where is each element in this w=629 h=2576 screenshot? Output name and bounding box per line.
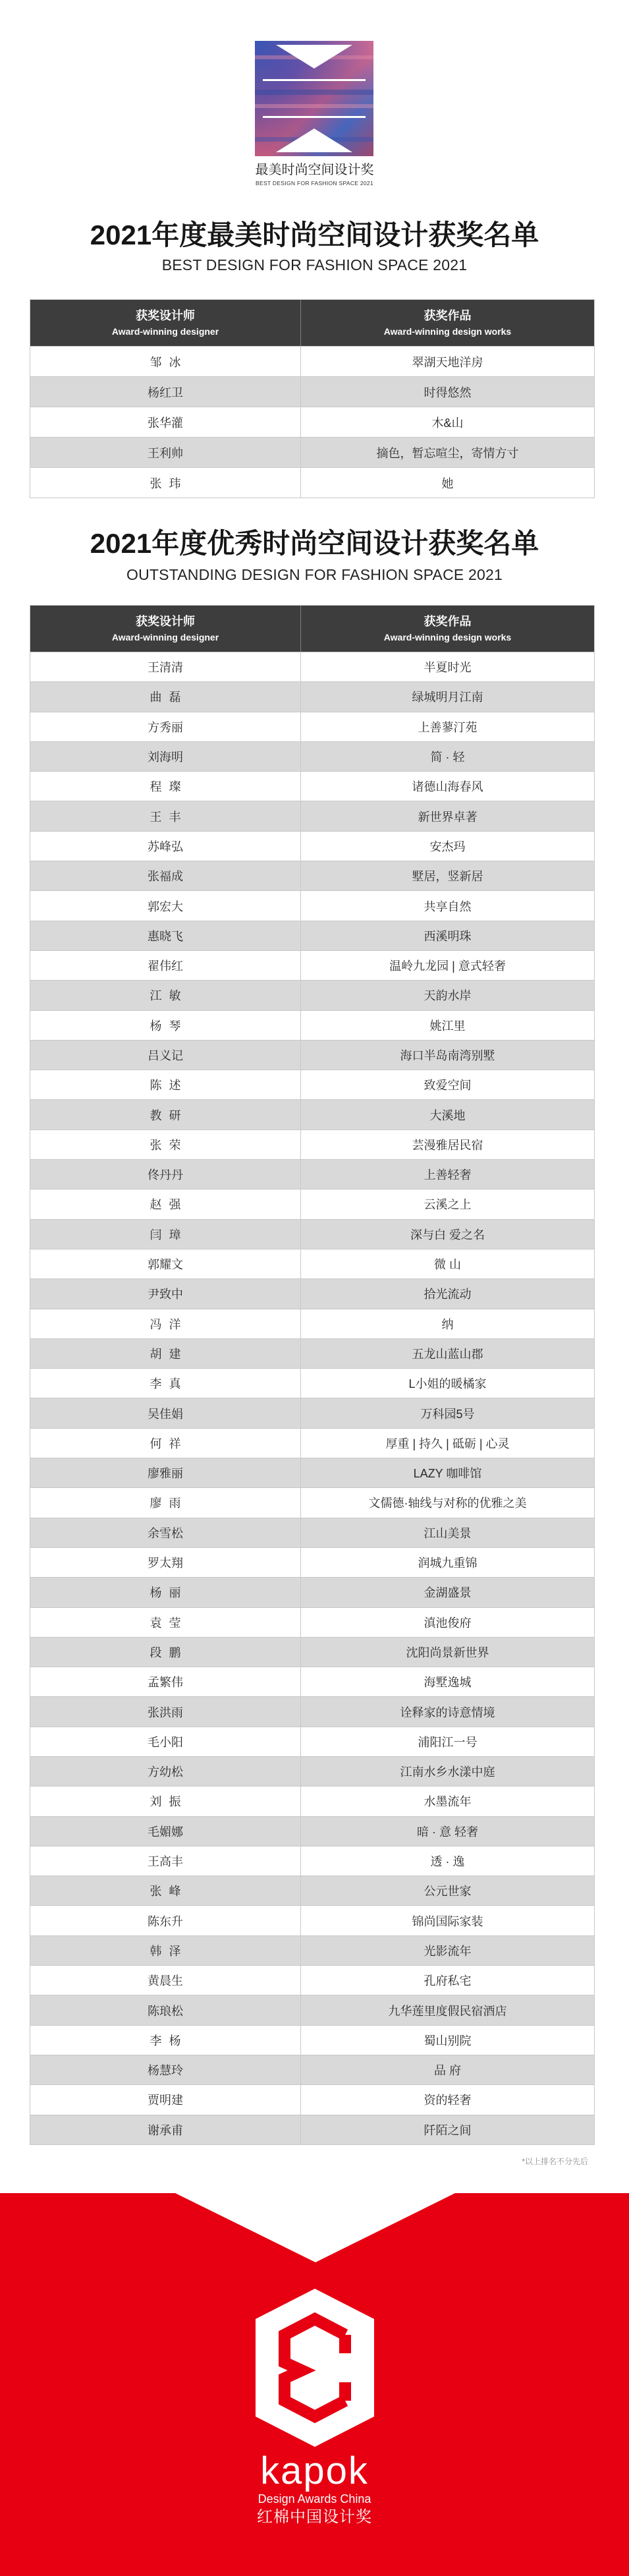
table-row bbox=[30, 1070, 594, 1099]
design-work-cell: 西溪明珠 bbox=[424, 929, 472, 943]
design-work-cell: 江山美景 bbox=[424, 1526, 472, 1540]
section2-title: 2021年度优秀时尚空间设计获奖名单 bbox=[90, 528, 539, 559]
designer-name-cell: 韩 泽 bbox=[30, 1936, 301, 1965]
design-work-cell: 资的轻奢 bbox=[424, 2094, 472, 2107]
designer-name-cell: 廖 雨 bbox=[30, 1488, 301, 1517]
designer-name-cell: 方秀丽 bbox=[30, 712, 301, 741]
table-row bbox=[30, 1667, 594, 1696]
designer-name-cell: 王利帅 bbox=[30, 438, 301, 467]
table-row bbox=[30, 1965, 594, 1995]
designer-name-cell: 余雪松 bbox=[30, 1518, 301, 1547]
designer-name-cell: 张华灌 bbox=[30, 407, 301, 437]
design-work-cell: 暗 · 意 轻奢 bbox=[417, 1825, 478, 1839]
design-work-cell: 新世界卓著 bbox=[418, 810, 478, 824]
designer-name-cell: 王清清 bbox=[30, 652, 301, 681]
designer-name-cell: 贾明建 bbox=[30, 2085, 301, 2114]
table-row bbox=[30, 831, 594, 861]
design-work-cell: 半夏时光 bbox=[424, 661, 472, 675]
section2-subtitle: OUTSTANDING DESIGN FOR FASHION SPACE 2021 bbox=[126, 566, 503, 583]
table-row bbox=[30, 1816, 594, 1846]
brand-tagline-cn: 红棉中国设计奖 bbox=[257, 2508, 372, 2526]
brand-tagline-en: Design Awards China bbox=[258, 2492, 371, 2505]
table-row bbox=[30, 890, 594, 920]
table-row bbox=[30, 1607, 594, 1637]
designer-name-cell: 郭宏大 bbox=[30, 891, 301, 920]
design-work-cell: 翠湖天地洋房 bbox=[412, 355, 483, 369]
table-row bbox=[30, 861, 594, 890]
design-work-cell: 诸德山海春风 bbox=[412, 780, 483, 794]
table-row bbox=[30, 1130, 594, 1159]
table-header bbox=[30, 300, 594, 346]
designer-name-cell: 方幼松 bbox=[30, 1757, 301, 1786]
table-row bbox=[30, 1099, 594, 1129]
designer-name-cell: 尹致中 bbox=[30, 1279, 301, 1308]
designer-name-cell: 杨 丽 bbox=[30, 1578, 301, 1607]
designer-name-cell: 张福成 bbox=[30, 861, 301, 890]
table-row bbox=[30, 437, 594, 467]
design-work-cell: 诠释家的诗意情境 bbox=[400, 1705, 495, 1719]
table-row bbox=[30, 980, 594, 1010]
designer-name-cell: 曲 磊 bbox=[30, 682, 301, 711]
table-row bbox=[30, 2025, 594, 2055]
designer-name-cell: 孟繁伟 bbox=[30, 1667, 301, 1696]
design-work-cell: 浦阳江一号 bbox=[418, 1735, 478, 1749]
table-row bbox=[30, 1696, 594, 1726]
designer-name-cell: 惠晓飞 bbox=[30, 921, 301, 950]
designer-name-cell: 翟伟红 bbox=[30, 951, 301, 980]
table-row bbox=[30, 1995, 594, 2024]
design-work-cell: 上善轻奢 bbox=[424, 1168, 472, 1182]
designer-name-cell: 刘 振 bbox=[30, 1787, 301, 1816]
designer-name-cell: 黄晨生 bbox=[30, 1966, 301, 1995]
table-row bbox=[30, 1786, 594, 1816]
table-row bbox=[30, 950, 594, 980]
design-work-cell: 五龙山蓝山郡 bbox=[412, 1347, 483, 1361]
design-work-cell: 简 · 轻 bbox=[430, 751, 465, 764]
designer-name-cell: 郭耀文 bbox=[30, 1249, 301, 1278]
emblem-caption-cn: 最美时尚空间设计奖 bbox=[255, 163, 374, 177]
designer-name-cell: 王高丰 bbox=[30, 1846, 301, 1875]
designer-name-cell: 冯 洋 bbox=[30, 1309, 301, 1338]
designer-name-cell: 张 峰 bbox=[30, 1876, 301, 1905]
table-row bbox=[30, 2115, 594, 2144]
designer-name-cell: 廖雅丽 bbox=[30, 1458, 301, 1487]
column-header-en: Award-winning designer bbox=[111, 632, 219, 643]
design-work-cell: 天韵水岸 bbox=[424, 989, 472, 1003]
designer-name-cell: 罗太翔 bbox=[30, 1548, 301, 1577]
best-design-winners-table bbox=[30, 299, 595, 498]
designer-name-cell: 李 杨 bbox=[30, 2026, 301, 2055]
design-work-cell: 大溪地 bbox=[429, 1108, 466, 1122]
design-work-cell: 拾光流动 bbox=[424, 1288, 472, 1302]
design-work-cell: 木&山 bbox=[431, 416, 464, 430]
table-row bbox=[30, 1518, 594, 1547]
designer-name-cell: 袁 莹 bbox=[30, 1608, 301, 1637]
brand-footer bbox=[0, 2193, 629, 2576]
design-work-cell: 她 bbox=[441, 476, 454, 490]
table-header bbox=[30, 606, 594, 652]
kapok-emblem-icon bbox=[256, 2289, 374, 2447]
table-row bbox=[30, 1487, 594, 1517]
table-row bbox=[30, 771, 594, 801]
designer-name-cell: 赵 强 bbox=[30, 1189, 301, 1218]
designer-name-cell: 杨慧玲 bbox=[30, 2055, 301, 2084]
design-work-cell: 阡陌之间 bbox=[424, 2123, 472, 2137]
table-row bbox=[30, 1428, 594, 1458]
table-row bbox=[30, 407, 594, 437]
designer-name-cell: 王 丰 bbox=[30, 801, 301, 830]
table-row bbox=[30, 1727, 594, 1756]
design-work-cell: 透 · 逸 bbox=[430, 1855, 465, 1869]
design-work-cell: 万科园5号 bbox=[420, 1407, 475, 1421]
designer-name-cell: 程 璨 bbox=[30, 772, 301, 801]
design-work-cell: 上善蓼汀苑 bbox=[418, 720, 478, 734]
design-work-cell: 九华莲里度假民宿酒店 bbox=[388, 2004, 507, 2018]
table-row bbox=[30, 1159, 594, 1189]
table-row bbox=[30, 1040, 594, 1070]
table-row bbox=[30, 1756, 594, 1786]
fashion-space-award-emblem-icon bbox=[255, 41, 373, 156]
designer-column-header bbox=[30, 300, 301, 346]
design-work-cell: 品 府 bbox=[433, 2064, 461, 2078]
designer-name-cell: 张 玮 bbox=[30, 468, 301, 498]
design-work-cell: 安杰玛 bbox=[429, 840, 466, 853]
table-row bbox=[30, 1935, 594, 1965]
table-row bbox=[30, 1309, 594, 1338]
design-work-cell: 海口半岛南湾别墅 bbox=[400, 1049, 495, 1062]
brand-wordmark: kapok bbox=[260, 2449, 369, 2492]
table-row bbox=[30, 681, 594, 711]
outstanding-design-winners-table bbox=[30, 605, 595, 2145]
table-row bbox=[30, 1278, 594, 1308]
table-row bbox=[30, 712, 594, 741]
column-header-cn: 获奖作品 bbox=[424, 309, 472, 322]
designer-name-cell: 何 祥 bbox=[30, 1429, 301, 1458]
table-row bbox=[30, 1905, 594, 1935]
design-work-cell: 孔府私宅 bbox=[424, 1974, 472, 1988]
designer-name-cell: 邹 冰 bbox=[30, 347, 301, 376]
design-work-cell: 沈阳尚景新世界 bbox=[406, 1646, 489, 1659]
table-row bbox=[30, 1547, 594, 1577]
design-work-cell: 姚江里 bbox=[429, 1019, 466, 1033]
designer-name-cell: 刘海明 bbox=[30, 742, 301, 771]
design-work-cell: 蜀山别院 bbox=[424, 2034, 472, 2047]
design-work-cell: 温岭九龙园 | 意式轻奢 bbox=[389, 959, 506, 973]
designer-name-cell: 毛媚娜 bbox=[30, 1817, 301, 1846]
table-row bbox=[30, 1577, 594, 1607]
footer-notch-shape bbox=[0, 2192, 629, 2265]
design-work-cell: 锦尚国际家装 bbox=[412, 1914, 483, 1928]
table-row bbox=[30, 1219, 594, 1249]
column-header-cn: 获奖设计师 bbox=[136, 309, 195, 322]
designer-name-cell: 佟丹丹 bbox=[30, 1160, 301, 1189]
table-row bbox=[30, 1458, 594, 1487]
column-header-en: Award-winning design works bbox=[383, 632, 512, 643]
designer-name-cell: 毛小阳 bbox=[30, 1727, 301, 1756]
design-work-cell: 水墨流年 bbox=[424, 1795, 472, 1809]
design-work-cell: 深与白 爱之名 bbox=[410, 1228, 485, 1242]
designer-name-cell: 杨红卫 bbox=[30, 377, 301, 407]
table-row bbox=[30, 346, 594, 376]
designer-name-cell: 吕义记 bbox=[30, 1041, 301, 1070]
designer-name-cell: 教 研 bbox=[30, 1100, 301, 1129]
column-header-cn: 获奖作品 bbox=[424, 615, 472, 628]
design-work-cell: 墅居，竖新居 bbox=[412, 870, 483, 884]
section1-subtitle: BEST DESIGN FOR FASHION SPACE 2021 bbox=[161, 256, 468, 273]
design-work-cell: 绿城明月江南 bbox=[412, 691, 483, 704]
designer-name-cell: 段 鹏 bbox=[30, 1638, 301, 1667]
designer-name-cell: 苏峰弘 bbox=[30, 832, 301, 861]
design-work-cell: L小姐的暖橘家 bbox=[408, 1377, 487, 1391]
design-work-cell: LAZY 咖啡馆 bbox=[413, 1467, 482, 1481]
emblem-caption-en: BEST DESIGN FOR FASHION SPACE 2021 bbox=[256, 180, 373, 186]
table-row bbox=[30, 1398, 594, 1427]
designer-name-cell: 谢承甫 bbox=[30, 2115, 301, 2144]
table-row bbox=[30, 2084, 594, 2114]
table-row bbox=[30, 1010, 594, 1040]
table-row bbox=[30, 1875, 594, 1905]
table-row bbox=[30, 1637, 594, 1667]
design-work-cell: 光影流年 bbox=[424, 1944, 472, 1958]
column-header-en: Award-winning design works bbox=[383, 326, 512, 337]
design-work-cell: 文儒德·轴线与对称的优雅之美 bbox=[368, 1497, 527, 1510]
design-work-cell: 云溪之上 bbox=[424, 1198, 472, 1212]
table-row bbox=[30, 652, 594, 681]
work-column-header bbox=[301, 606, 594, 652]
designer-name-cell: 陈东升 bbox=[30, 1906, 301, 1935]
design-work-cell: 海墅逸城 bbox=[424, 1676, 472, 1690]
design-work-cell: 厚重 | 持久 | 砥砺 | 心灵 bbox=[385, 1437, 510, 1450]
designer-name-cell: 胡 建 bbox=[30, 1339, 301, 1368]
table-row bbox=[30, 1189, 594, 1218]
table-row bbox=[30, 921, 594, 950]
table-row bbox=[30, 467, 594, 498]
design-work-cell: 芸漫雅居民宿 bbox=[412, 1138, 483, 1152]
designer-name-cell: 张 荣 bbox=[30, 1130, 301, 1159]
design-work-cell: 时得悠然 bbox=[424, 386, 472, 399]
design-work-cell: 纳 bbox=[441, 1317, 454, 1331]
design-work-cell: 金湖盛景 bbox=[424, 1586, 472, 1600]
table-row bbox=[30, 741, 594, 771]
design-work-cell: 公元世家 bbox=[424, 1885, 472, 1899]
design-work-cell: 微 山 bbox=[433, 1258, 461, 1272]
designer-name-cell: 李 真 bbox=[30, 1369, 301, 1398]
table-row bbox=[30, 1338, 594, 1368]
table-row bbox=[30, 376, 594, 407]
design-work-cell: 滇池俊府 bbox=[424, 1616, 472, 1630]
table-row bbox=[30, 1368, 594, 1398]
designer-name-cell: 闫 璋 bbox=[30, 1220, 301, 1249]
ranking-note: *以上排名不分先后 bbox=[522, 2157, 588, 2166]
designer-name-cell: 江 敏 bbox=[30, 981, 301, 1010]
table-row bbox=[30, 2055, 594, 2084]
designer-name-cell: 吴佳娟 bbox=[30, 1398, 301, 1427]
column-header-cn: 获奖设计师 bbox=[136, 615, 195, 628]
table-row bbox=[30, 1249, 594, 1278]
table-body bbox=[30, 652, 594, 2144]
design-work-cell: 江南水乡水漾中庭 bbox=[400, 1765, 495, 1779]
design-work-cell: 摘色，暂忘喧尘，寄情方寸 bbox=[376, 446, 519, 460]
designer-column-header bbox=[30, 606, 301, 652]
design-work-cell: 致爱空间 bbox=[424, 1079, 472, 1093]
designer-name-cell: 陈 述 bbox=[30, 1070, 301, 1099]
table-row bbox=[30, 1846, 594, 1875]
work-column-header bbox=[301, 300, 594, 346]
column-header-en: Award-winning designer bbox=[111, 326, 219, 337]
designer-name-cell: 杨 琴 bbox=[30, 1011, 301, 1040]
table-row bbox=[30, 801, 594, 830]
design-work-cell: 润城九重锦 bbox=[418, 1557, 478, 1570]
design-work-cell: 共享自然 bbox=[424, 900, 472, 913]
section1-title: 2021年度最美时尚空间设计获奖名单 bbox=[90, 219, 539, 250]
designer-name-cell: 陈琅松 bbox=[30, 1995, 301, 2024]
table-body bbox=[30, 346, 594, 498]
designer-name-cell: 张洪雨 bbox=[30, 1697, 301, 1726]
